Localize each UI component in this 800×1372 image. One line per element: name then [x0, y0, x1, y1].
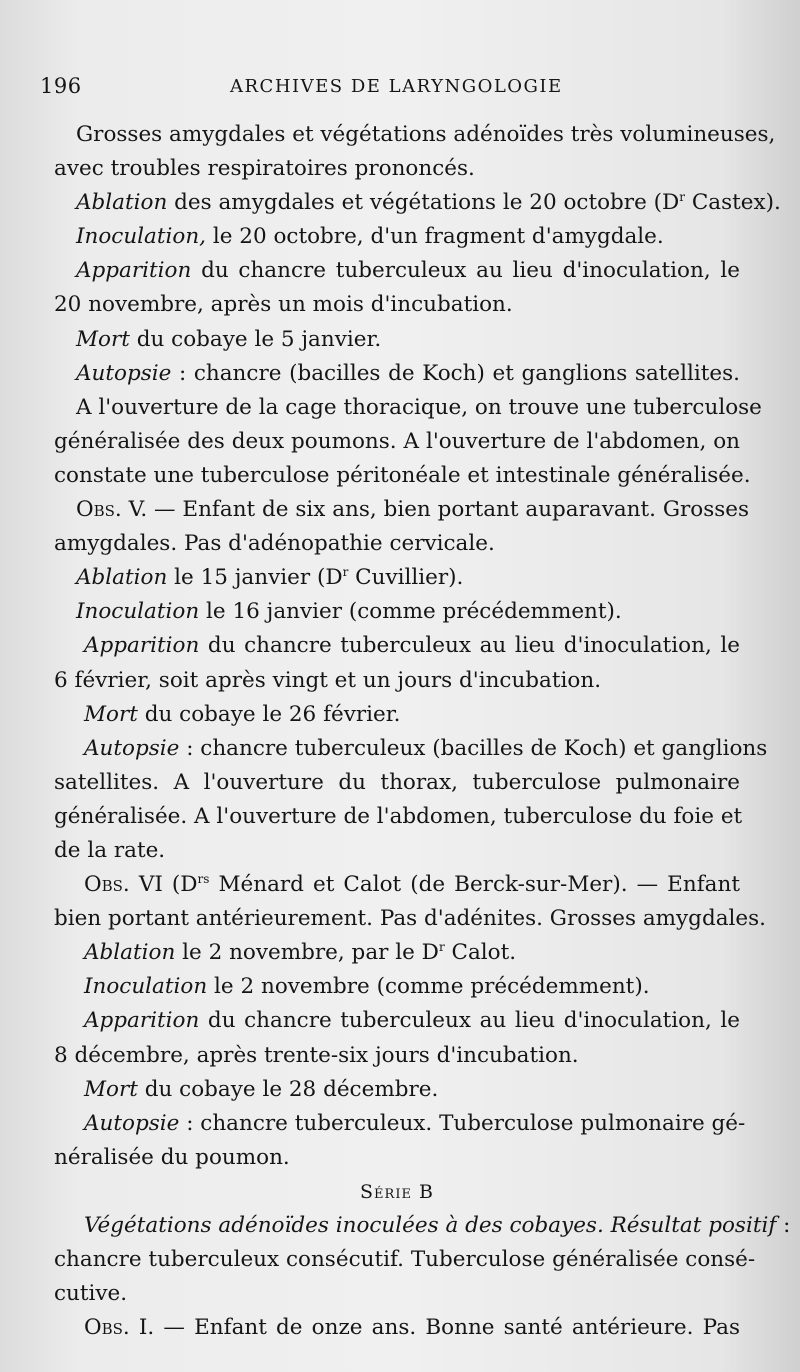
text-line: 20 novembre, après un mois d'incubation. — [54, 292, 513, 318]
text-line: Apparition du chancre tuberculeux au lieu d'inoculation, le — [84, 1008, 740, 1034]
text-line: Apparition du chancre tuberculeux au lieu d'inoculation, le — [76, 258, 740, 284]
text-line: avec troubles respiratoires prononcés. — [54, 156, 475, 182]
text-line: Mort du cobaye le 28 décembre. — [84, 1076, 439, 1102]
text-line: de la rate. — [54, 837, 166, 863]
running-title: ARCHIVES DE LARYNGOLOGIE — [230, 76, 563, 97]
page-header — [40, 74, 740, 104]
text-line: Mort du cobaye le 5 janvier. — [76, 326, 382, 352]
page-number: 196 — [40, 74, 82, 98]
text-line: amygdales. Pas d'adénopathie cervicale. — [54, 531, 495, 557]
text-line: Autopsie : chancre tuberculeux. Tuberculose pulmonaire gé- — [84, 1110, 746, 1136]
text-line: constate une tuberculose péritonéale et intestinale généralisée. — [54, 462, 751, 488]
text-line: Ablation le 15 janvier ($D^r$ Cuvillier). — [76, 565, 464, 591]
text-line: 6 février, soit après vingt et un jours d'incubation. — [54, 667, 602, 693]
text-line: Inoculation le 2 novembre (comme précédemment). — [84, 974, 650, 1000]
text-line: Obs. V. — Enfant de six ans, bien portant auparavant. Grosses — [76, 497, 750, 523]
text-line: Autopsie : chancre (bacilles de Koch) et ganglions satellites. — [76, 360, 740, 386]
text-line: Obs. I. — Enfant de onze ans. Bonne santé antérieure. Pas — [84, 1315, 740, 1341]
text-line: Ablation le 2 novembre, par le $D^r$ Calot. — [84, 940, 517, 966]
text-line: Végétations adénoïdes inoculées à des cobayes. Résultat positif : — [84, 1213, 791, 1238]
text-line: Obs. VI ($D^{rs}$ Ménard et Calot (de Berck-sur-Mer). — Enfant — [84, 871, 740, 898]
body-text — [54, 118, 791, 1345]
text-line: néralisée du poumon. — [54, 1144, 290, 1170]
text-line: généralisée des deux poumons. A l'ouverture de l'abdomen, on — [54, 428, 740, 454]
text-line: Autopsie : chancre tuberculeux (bacilles de Koch) et ganglions — [84, 735, 768, 761]
text-line: 8 décembre, après trente-six jours d'incubation. — [54, 1042, 579, 1068]
text-line: cutive. — [54, 1281, 128, 1307]
text-line: A l'ouverture de la cage thoracique, on trouve une tuberculose — [76, 394, 762, 420]
text-line: satellites. A l'ouverture du thorax, tuberculose pulmonaire — [54, 769, 740, 795]
text-line: Inoculation, le 20 octobre, d'un fragment d'amygdale. — [76, 224, 664, 250]
text-line: bien portant antérieurement. Pas d'adénites. Grosses amygdales. — [54, 906, 766, 932]
text-line: Grosses amygdales et végétations adénoïdes très volumineuses, — [76, 122, 776, 147]
text-line: chancre tuberculeux consécutif. Tuberculose généralisée consé- — [54, 1247, 756, 1273]
section-heading: Série B — [360, 1180, 434, 1203]
text-line: Inoculation le 16 janvier (comme précédemment). — [76, 599, 622, 625]
text-line: généralisée. A l'ouverture de l'abdomen, tuberculose du foie et — [54, 803, 743, 829]
text-line: Apparition du chancre tuberculeux au lieu d'inoculation, le — [84, 633, 740, 659]
text-line: Ablation des amygdales et végétations le 20 octobre ($D^r$ Castex). — [76, 190, 781, 216]
text-line: Mort du cobaye le 26 février. — [84, 701, 401, 727]
